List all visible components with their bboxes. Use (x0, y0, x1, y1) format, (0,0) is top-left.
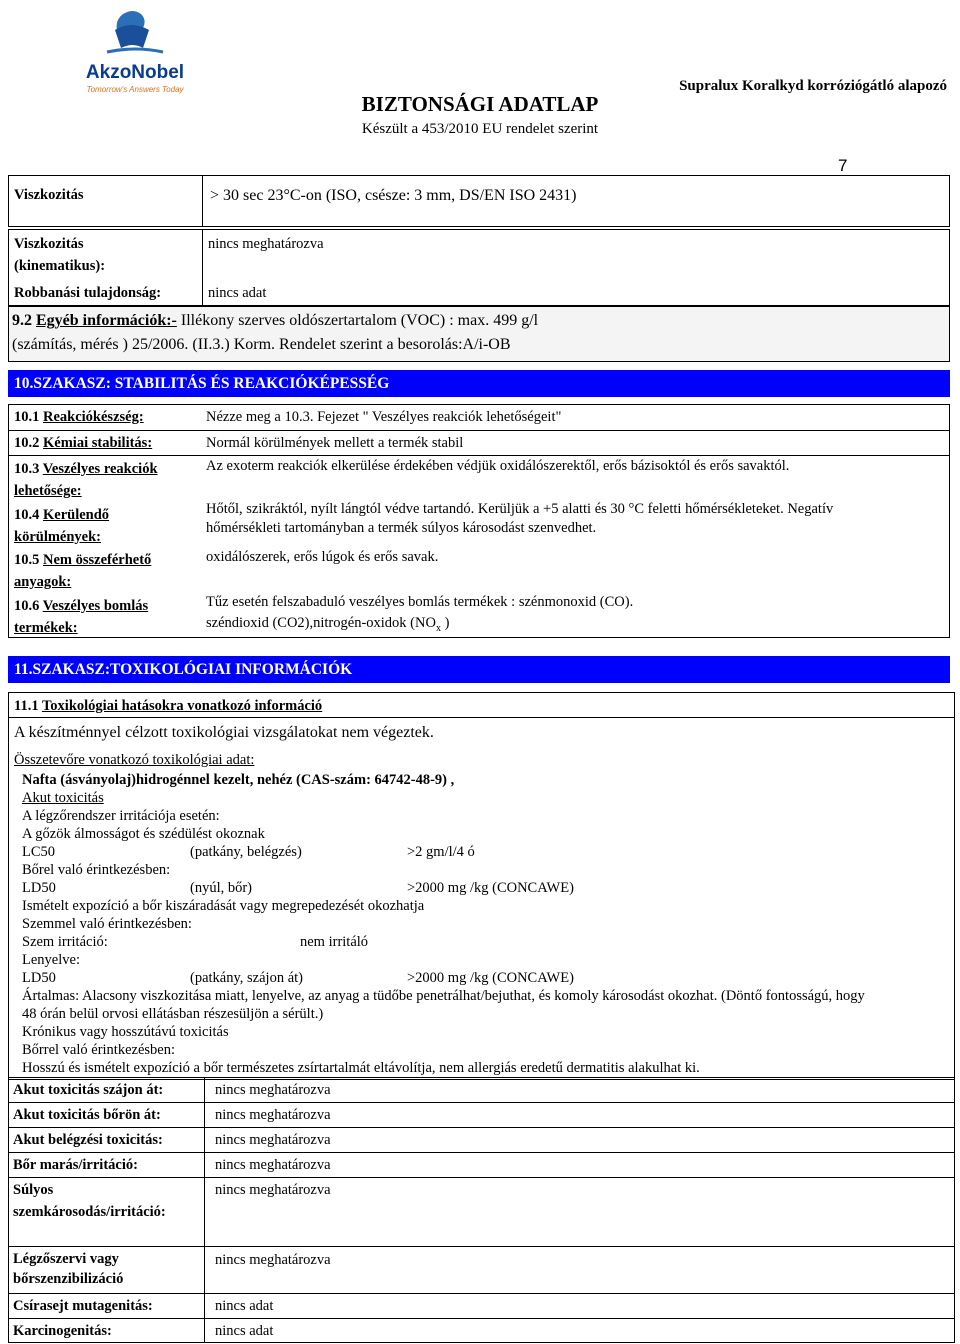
akzonobel-logo (65, 8, 205, 100)
row-10-4: 10.4 Kerülendő körülmények: (14, 507, 110, 545)
ld50-oral-row: LD50 (patkány, szájon át) >2000 mg /kg (CONCAWE) (22, 970, 574, 986)
tox-row-value: nincs meghatározva (215, 1182, 331, 1198)
lc50-row: LC50 (patkány, belégzés) >2 gm/l/4 ó (22, 844, 475, 860)
page-number: 7 (838, 156, 848, 175)
row-10-6-value: Tűz esetén felszabaduló veszélyes bomlás termékek : szénmonoxid (CO). széndioxid (CO2),nitrogén-oxidok ($NO_x$ ) (206, 594, 634, 634)
kinematic-label: Viszkozitás (kinematikus): (14, 236, 106, 274)
explosive-label: Robbanási tulajdonság: (14, 285, 162, 301)
tox-row-label: Akut toxicitás szájon át: (13, 1082, 164, 1098)
other-info-line1: 9.2 Egyéb információk:- Illékony szerves oldószertartalom (VOC) : max. 499 g/l (12, 312, 539, 329)
product-name: Supralux Koralkyd korróziógátló alapozó (679, 78, 947, 94)
row-10-2-value: Normál körülmények mellett a termék stabil (206, 435, 464, 451)
ld50-skin-row: LD50 (nyúl, bőr) >2000 mg /kg (CONCAWE) (22, 880, 574, 896)
intro-text: A készítménnyel célzott toxikológiai vizsgálatokat nem végeztek. (14, 724, 434, 741)
component-data: Nafta (ásványolaj)hidrogénnel kezelt, nehéz (CAS-szám: 64742-48-9) , Akut toxicitás A légzőrendszer irritációja esetén: A gőzök álmosságot és szédülést okoznak LC50 (patkány, belégzés) >2 gm/l/4 ó Bőrel való érintkezésben: LD50 (nyúl, bőr) >2000 mg /kg (CONCAWE) Ismételt expozíció a bőr kiszáradását vagy megrepedezését okozhatja Szemmel való érintkezésben: Szem irritáció: nem irritáló Lenyelve: LD50 (patkány, szájon át) >2000 mg /kg (CONCAWE) Ártalmas: Alacsony viszkozitása miatt, lenyelve, az anyag a tüdőbe penetrálhat/bejuthat, és komoly károsodást okozhat. (Döntő fontosságú, hogy 48 órán belül orvosi ellátásban részesüljön a sérült.) Krónikus vagy hosszútávú toxicitás Bőrrel való érintkezésben: Hosszú és ismételt expozíció a bőr természetes zsírtartalmát eltávolítja, nem allergiás eredetű dermatitis alakulhat ki. (22, 771, 942, 1077)
tox-row-label: Csírasejt mutagenitás: (13, 1298, 153, 1314)
row-10-6: 10.6 Veszélyes bomlás termékek: (14, 598, 149, 636)
tox-row-label: Akut toxicitás bőrön át: (13, 1107, 161, 1123)
row-10-5-value: oxidálószerek, erős lúgok és erős savak. (206, 549, 439, 565)
viscosity-label: Viszkozitás (14, 187, 84, 203)
substance-name: Nafta (ásványolaj)hidrogénnel kezelt, nehéz (CAS-szám: 64742-48-9) , (22, 772, 455, 788)
section-10-heading: 10.SZAKASZ: STABILITÁS ÉS REAKCIÓKÉPESSÉG (8, 370, 950, 397)
tox-row-value: nincs meghatározva (215, 1157, 331, 1173)
eye-irritation-row: Szem irritáció: nem irritáló (22, 934, 369, 950)
document-title: BIZTONSÁGI ADATLAP (361, 92, 599, 116)
component-heading: Összetevőre vonatkozó toxikológiai adat: (14, 752, 255, 768)
row-10-3-value: Az exoterm reakciók elkerülése érdekében védjük oxidálószerektől, erős bázisoktól és erős savaktól. (206, 458, 790, 474)
tox-row-label: Súlyos szemkárosodás/irritáció: (13, 1182, 166, 1220)
kinematic-value: nincs meghatározva (208, 236, 324, 252)
row-10-4-value: Hőtől, szikráktól, nyílt lángtól védve tartandó. Kerüljük a +5 alatti és 30 °C feletti hőmérsékleteket. Negatív hőmérsékleti tartományban a termék súlyos károsodást szenvedhet. (206, 501, 834, 536)
section-11-heading: 11.SZAKASZ:TOXIKOLÓGIAI INFORMÁCIÓK (8, 656, 950, 683)
row-10-2: 10.2 Kémiai stabilitás: (14, 435, 153, 451)
tox-row-label: Akut belégzési toxicitás: (13, 1132, 163, 1148)
explosive-value: nincs adat (208, 285, 267, 301)
tox-row-value: nincs adat (215, 1298, 274, 1314)
row-10-1-value: Nézze meg a 10.3. Fejezet " Veszélyes reakciók lehetőségeit" (206, 409, 562, 425)
tox-row-label: Karcinogenitás: (13, 1323, 112, 1339)
tox-row-label: Bőr marás/irritáció: (13, 1157, 138, 1173)
row-10-5: 10.5 Nem összeférhető anyagok: (14, 552, 152, 590)
tox-row-value: nincs meghatározva (215, 1107, 331, 1123)
tox-row-label: Légzőszervi vagy bőrszenzibilizáció (13, 1251, 124, 1287)
tox-row-value: nincs meghatározva (215, 1252, 331, 1268)
row-10-1: 10.1 Reakciókészség: (14, 409, 144, 425)
tox-row-value: nincs meghatározva (215, 1132, 331, 1148)
svg-text:AkzoNobel: AkzoNobel (85, 62, 185, 83)
row-10-3: 10.3 Veszélyes reakciók lehetősége: (14, 461, 158, 499)
document-subtitle: Készült a 453/2010 EU rendelet szerint (361, 121, 599, 137)
viscosity-value: > 30 sec 23°C-on (ISO, csésze: 3 mm, DS/EN ISO 2431) (210, 187, 577, 204)
other-info-line2: (számítás, mérés ) 25/2006. (II.3.) Korm. Rendelet szerint a besorolás:A/i-OB (12, 336, 511, 353)
svg-text:Tomorrow's Answers Today: Tomorrow's Answers Today (86, 85, 184, 94)
subsection-11-1: 11.1 Toxikológiai hatásokra vonatkozó információ (14, 698, 323, 714)
tox-row-value: nincs adat (215, 1323, 274, 1339)
tox-row-value: nincs meghatározva (215, 1082, 331, 1098)
